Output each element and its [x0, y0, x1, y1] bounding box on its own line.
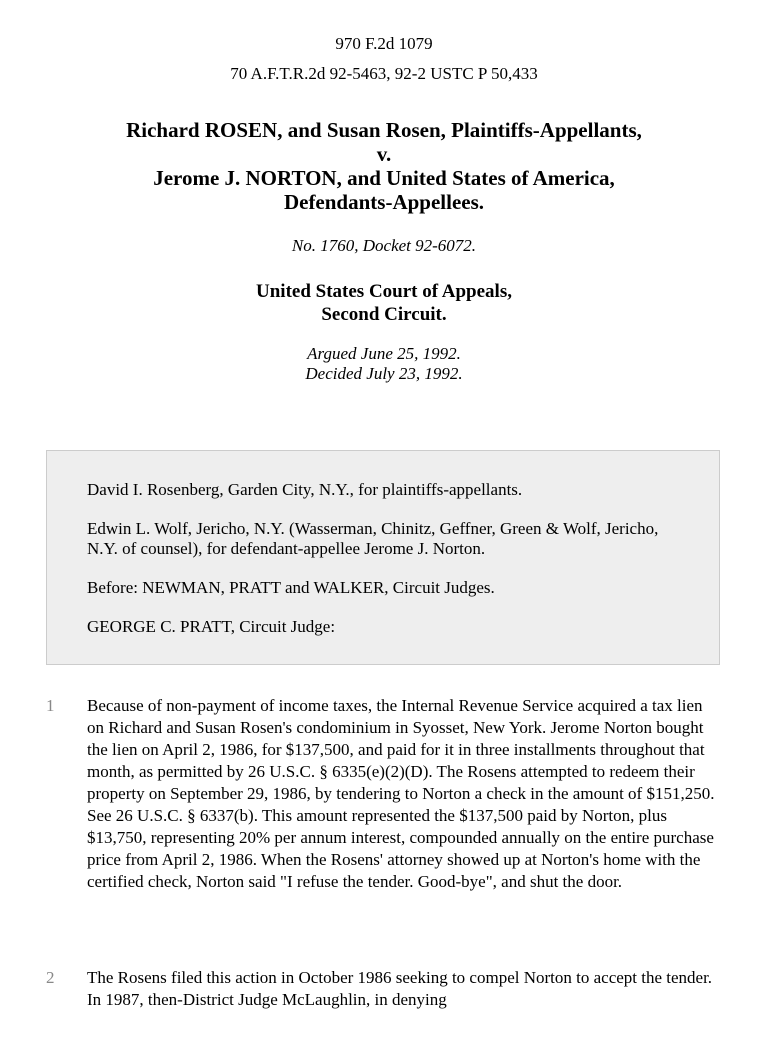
decided-date: Decided July 23, 1992. — [305, 364, 463, 383]
paragraph-text: The Rosens filed this action in October 1986 seeking to compel Norton to accept the tender. In 1987, then-District Judge McLaughlin, in denying — [87, 968, 713, 1009]
case-header — [0, 34, 768, 384]
counsel-plaintiffs: David I. Rosenberg, Garden City, N.Y., for plaintiffs-appellants. — [87, 480, 523, 499]
paragraph-number-link[interactable]: 2 — [46, 968, 55, 987]
panel-judges: Before: NEWMAN, PRATT and WALKER, Circuit Judges. — [87, 578, 495, 597]
docket-number: No. 1760, Docket 92-6072. — [291, 236, 477, 255]
case-title — [40, 118, 728, 214]
court-name-line-1: United States Court of Appeals, — [256, 281, 512, 302]
case-title-versus: v. — [376, 142, 392, 166]
court-name — [0, 280, 768, 326]
counsel-panel — [46, 450, 720, 665]
case-dates — [0, 344, 768, 384]
counsel-defendant: Edwin L. Wolf, Jericho, N.Y. (Wasserman, Chinitz, Geffner, Green & Wolf, Jericho, N.Y. of counsel), for defendant-appellee Jerome J. Norton. — [87, 519, 659, 558]
parallel-citations: 70 A.F.T.R.2d 92-5463, 92-2 USTC P 50,433 — [230, 64, 538, 83]
paragraph-text: Because of non-payment of income taxes, the Internal Revenue Service acquired a tax lien on Richard and Susan Rosen's condominium in Syosset, New York. Jerome Norton bought the lien on April 2, 1986, for $137,500, and paid for it in three installments throughout that month, as permitted by 26 U.S.C. § 6335(e)(2)(D). The Rosens attempted to redeem their property on September 29, 1986, by tendering to Norton a check in the amount of $151,250. See 26 U.S.C. § 6337(b). This amount represented the $137,500 paid by Norton, plus $13,750, representing 20% per annum interest, compounded annually on the entire purchase price from April 2, 1986. When the Rosens' attorney showed up at Norton's home with the certified check, Norton said "I refuse the tender. Good-bye", and shut the door. — [87, 696, 715, 891]
argued-date: Argued June 25, 1992. — [307, 344, 461, 363]
reporter-citation: 970 F.2d 1079 — [335, 34, 433, 53]
court-name-line-2: Second Circuit. — [321, 304, 447, 325]
case-title-defendants-role: Defendants-Appellees. — [283, 190, 485, 214]
case-title-plaintiffs: Richard ROSEN, and Susan Rosen, Plaintiffs-Appellants, — [126, 118, 642, 142]
opinion-author: GEORGE C. PRATT, Circuit Judge: — [87, 617, 336, 636]
paragraph-number-link[interactable]: 1 — [46, 696, 55, 715]
case-title-defendants: Jerome J. NORTON, and United States of America, — [153, 166, 615, 190]
